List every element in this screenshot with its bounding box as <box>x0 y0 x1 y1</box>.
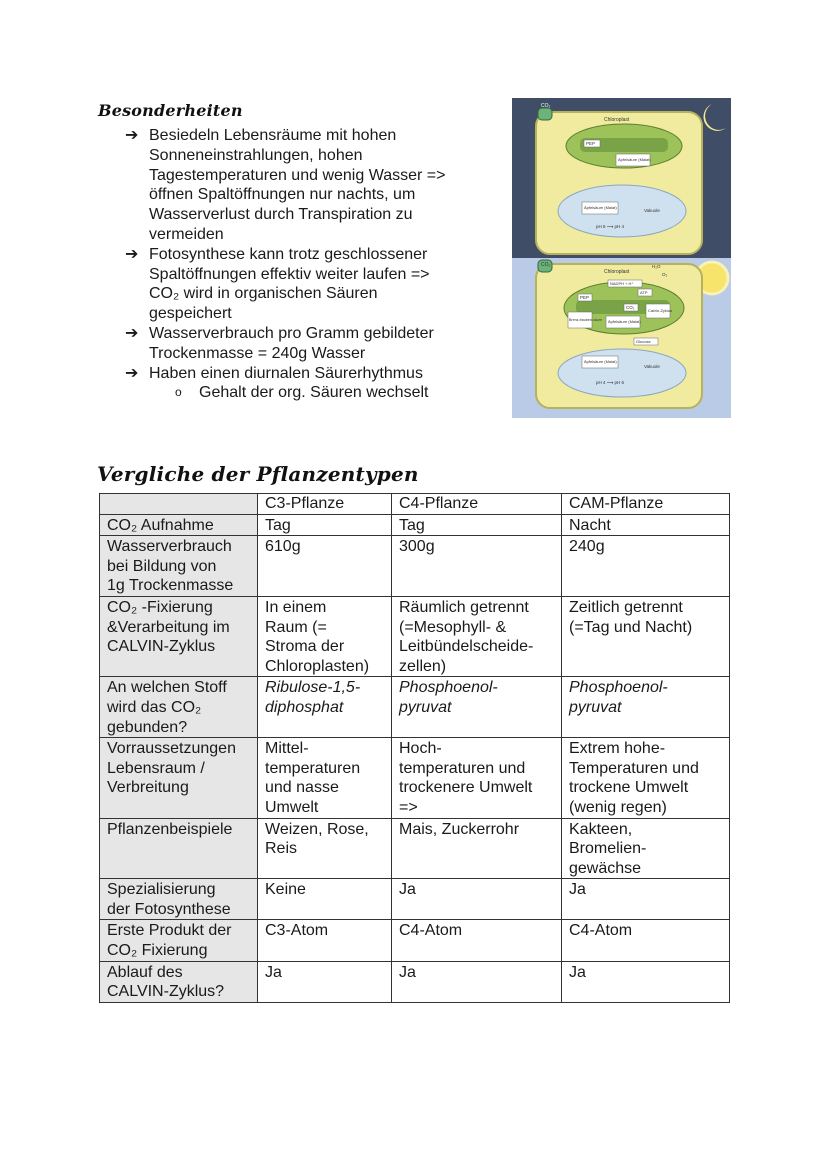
cam-cell <box>562 920 730 961</box>
cell-line: und nasse <box>265 779 339 797</box>
row-header-cell <box>100 818 258 879</box>
cell-line: Bromelien- <box>569 840 647 858</box>
bullet-line: Fotosynthese kann trotz geschlossener <box>149 245 428 263</box>
header-cell-c4: C4-Pflanze <box>392 494 562 515</box>
bullet-item <box>125 126 495 245</box>
cell-line: bei Bildung von <box>107 557 217 575</box>
cell-line: Wasserverbrauch <box>107 538 232 556</box>
cell-line: Temperaturen und <box>569 759 699 777</box>
row-header-cell <box>100 961 258 1002</box>
night-vacuole-malat-label: Äpfelsäure (Malat) <box>584 205 617 210</box>
header-cell-empty <box>100 494 258 515</box>
night-vakuole-label: Vakuole <box>644 208 660 213</box>
cell-line: Chloroplasten) <box>265 657 370 675</box>
cell-line: Mittel- <box>265 740 309 758</box>
cell-line: &Verarbeitung im <box>107 618 230 636</box>
night-malat-label: Äpfelsäure (Malat) <box>618 157 651 162</box>
cell-line: CO₂ Aufnahme <box>107 516 214 534</box>
table-header-row <box>100 494 730 515</box>
cell-line: Ja <box>399 963 416 981</box>
cell-line: 240g <box>569 538 605 556</box>
header-cell-c3: C3-Pflanze <box>258 494 392 515</box>
cell-line: Tag <box>265 516 291 534</box>
sub-bullet-text: Gehalt der org. Säuren wechselt <box>199 384 429 402</box>
cell-line: In einem <box>265 598 327 616</box>
day-ph-label: pH 4 ⟶ pH 6 <box>596 380 624 385</box>
day-malat-label: Äpfelsäure (Malat) <box>608 319 641 324</box>
day-nadph-label: NADPH + H⁺ <box>610 281 634 286</box>
cell-line: zellen) <box>399 657 447 675</box>
cam-cell <box>562 536 730 597</box>
cell-line: Phosphoenol- <box>399 679 498 697</box>
table-row <box>100 536 730 597</box>
c4-cell <box>392 514 562 536</box>
table-row <box>100 596 730 676</box>
c3-cell <box>258 536 392 597</box>
cell-line: 1g Trockenmasse <box>107 577 234 595</box>
cell-line: Ribulose-1,5- <box>265 679 361 697</box>
cell-line: Ja <box>399 881 416 899</box>
cell-line: CO₂ -Fixierung <box>107 598 213 616</box>
cell-line: Ja <box>569 963 586 981</box>
cell-line: Tag <box>399 516 425 534</box>
cell-line: Leitbündelscheide- <box>399 638 534 656</box>
cell-line: C3-Atom <box>265 922 329 940</box>
day-glucose-label: Glucose <box>636 339 651 344</box>
cell-line: Weizen, Rose, <box>265 820 369 838</box>
cell-line: pyruvat <box>569 698 622 716</box>
day-h2o-label: H₂O <box>652 264 661 269</box>
header-cell-cam: CAM-Pflanze <box>562 494 730 515</box>
table-row <box>100 818 730 879</box>
bullet-line: öffnen Spaltöffnungen nur nachts, um <box>149 186 416 204</box>
table-row <box>100 738 730 818</box>
row-header-cell <box>100 677 258 738</box>
cell-line: Zeitlich getrennt <box>569 598 683 616</box>
cell-line: (=Tag und Nacht) <box>569 618 693 636</box>
c3-cell <box>258 738 392 818</box>
sub-bullet-item <box>125 383 495 403</box>
table-row <box>100 961 730 1002</box>
c4-cell <box>392 879 562 920</box>
cam-cell <box>562 818 730 879</box>
cam-cell <box>562 677 730 738</box>
cell-line: 610g <box>265 538 301 556</box>
cam-cell <box>562 879 730 920</box>
night-stoma <box>538 108 552 120</box>
cell-line: wird das CO₂ <box>107 698 202 716</box>
cell-line: Pflanzenbeispiele <box>107 820 233 838</box>
day-vakuole-label: Vakuole <box>644 364 660 369</box>
row-header-cell <box>100 879 258 920</box>
bullet-line: gespeichert <box>149 305 232 323</box>
night-vacuole <box>558 185 686 237</box>
c4-cell <box>392 677 562 738</box>
cell-line: => <box>399 798 418 816</box>
day-atp-label: ATP <box>640 290 648 295</box>
cell-line: pyruvat <box>399 698 452 716</box>
arrow-icon: ➔ <box>125 245 139 263</box>
bullet-line: Spaltöffnungen effektiv weiter laufen => <box>149 265 430 283</box>
row-header-cell <box>100 596 258 676</box>
bullet-line: CO₂ wird in organischen Säuren <box>149 285 378 303</box>
cell-line: Ja <box>265 963 282 981</box>
cell-line: 300g <box>399 538 435 556</box>
night-chloroplast-label: Chloroplast <box>604 117 630 123</box>
night-pep-label: PEP <box>586 141 596 146</box>
row-header-cell <box>100 514 258 536</box>
c4-cell <box>392 920 562 961</box>
cell-line: Spezialisierung <box>107 881 216 899</box>
cam-cell <box>562 738 730 818</box>
c3-cell <box>258 818 392 879</box>
bullet-line: Trockenmasse = 240g Wasser <box>149 344 366 362</box>
night-co2-label: CO₂ <box>541 103 551 109</box>
cell-line: Mais, Zuckerrohr <box>399 820 520 838</box>
bullet-line: Wasserverlust durch Transpiration zu <box>149 206 413 224</box>
cell-line: Umwelt <box>265 798 319 816</box>
cell-line: CO₂ Fixierung <box>107 942 208 960</box>
day-vacuole-malat-label: Äpfelsäure (Malat) <box>584 359 617 364</box>
cell-line: gewächse <box>569 859 642 877</box>
cell-line: Ja <box>569 881 586 899</box>
day-co2-label: CO₂ <box>541 262 551 268</box>
cam-cell <box>562 514 730 536</box>
c3-cell <box>258 920 392 961</box>
bullet-item <box>125 245 495 324</box>
cell-line: trockenere Umwelt <box>399 779 533 797</box>
night-ph-label: pH 6 ⟶ pH 4 <box>596 224 624 229</box>
cell-line: An welchen Stoff <box>107 679 227 697</box>
arrow-icon: ➔ <box>125 364 139 382</box>
day-co2-inner-label: CO₂ <box>626 305 635 310</box>
cell-line: C4-Atom <box>569 922 633 940</box>
cam-plant-cell-diagram <box>512 98 731 418</box>
comparison-table <box>99 493 730 1003</box>
row-header-cell <box>100 738 258 818</box>
cell-line: CALVIN-Zyklus? <box>107 983 225 1001</box>
cell-line: Stroma der <box>265 638 345 656</box>
c4-cell <box>392 818 562 879</box>
row-header-cell <box>100 536 258 597</box>
table-row <box>100 677 730 738</box>
cell-line: Kakteen, <box>569 820 633 838</box>
cell-line: diphosphat <box>265 698 344 716</box>
c3-cell <box>258 677 392 738</box>
cell-line: CALVIN-Zyklus <box>107 638 216 656</box>
bullet-item <box>125 364 495 384</box>
c4-cell <box>392 961 562 1002</box>
c3-cell <box>258 961 392 1002</box>
cell-line: Raum (= <box>265 618 327 636</box>
table-row <box>100 514 730 536</box>
cell-line: Reis <box>265 840 298 858</box>
cam-cell <box>562 961 730 1002</box>
cam-cell <box>562 596 730 676</box>
day-pep-label: PEP <box>580 295 590 300</box>
cell-line: Vorraussetzungen <box>107 740 236 758</box>
arrow-icon: ➔ <box>125 127 139 144</box>
bullet-line: Wasserverbrauch pro Gramm gebildeter <box>149 324 434 342</box>
section-heading-vergleich: Vergliche der Pflanzentypen <box>97 462 419 486</box>
feature-list <box>125 126 495 403</box>
cell-line: trockene Umwelt <box>569 779 689 797</box>
c4-cell <box>392 536 562 597</box>
cell-line: Extrem hohe- <box>569 740 666 758</box>
cell-line: Ablauf des <box>107 963 183 981</box>
c3-cell <box>258 514 392 536</box>
cell-line: (wenig regen) <box>569 798 667 816</box>
cell-line: der Fotosynthese <box>107 900 231 918</box>
cell-line: Phosphoenol- <box>569 679 668 697</box>
c3-cell <box>258 596 392 676</box>
day-calvin-label: Calvin-Zyklus <box>648 308 673 313</box>
row-header-cell <box>100 920 258 961</box>
cell-line: Nacht <box>569 516 611 534</box>
cell-line: C4-Atom <box>399 922 463 940</box>
cell-line: Lebensraum / <box>107 759 205 777</box>
cell-line: Hoch- <box>399 740 442 758</box>
day-vacuole <box>558 349 686 397</box>
arrow-icon: ➔ <box>125 324 139 342</box>
cell-line: temperaturen <box>265 759 361 777</box>
bullet-line: Haben einen diurnalen Säurerhythmus <box>149 364 423 382</box>
day-brenz-label: Brenz-trauben-säure <box>569 318 602 322</box>
bullet-item <box>125 324 495 364</box>
cell-line: Erste Produkt der <box>107 922 232 940</box>
cell-line: Räumlich getrennt <box>399 598 529 616</box>
cell-line: (=Mesophyll- & <box>399 618 507 636</box>
day-chloroplast-label: Chloroplast <box>604 269 630 275</box>
bullet-line: vermeiden <box>149 225 224 243</box>
circle-bullet-icon: o <box>175 385 182 400</box>
table-row <box>100 920 730 961</box>
cell-line: Keine <box>265 881 306 899</box>
table-body <box>100 514 730 1002</box>
bullet-line: Sonneneinstrahlungen, hohen <box>149 146 363 164</box>
day-o2-label: O₂ <box>662 272 668 277</box>
cell-line: gebunden? <box>107 718 188 736</box>
bullet-line: Besiedeln Lebensräume mit hohen <box>149 127 397 144</box>
cell-line: Verbreitung <box>107 779 189 797</box>
c4-cell <box>392 596 562 676</box>
bullet-line: Tagestemperaturen und wenig Wasser => <box>149 166 446 184</box>
section-heading-besonderheiten: Besonderheiten <box>98 101 243 120</box>
c3-cell <box>258 879 392 920</box>
table-row <box>100 879 730 920</box>
c4-cell <box>392 738 562 818</box>
cell-line: temperaturen und <box>399 759 526 777</box>
